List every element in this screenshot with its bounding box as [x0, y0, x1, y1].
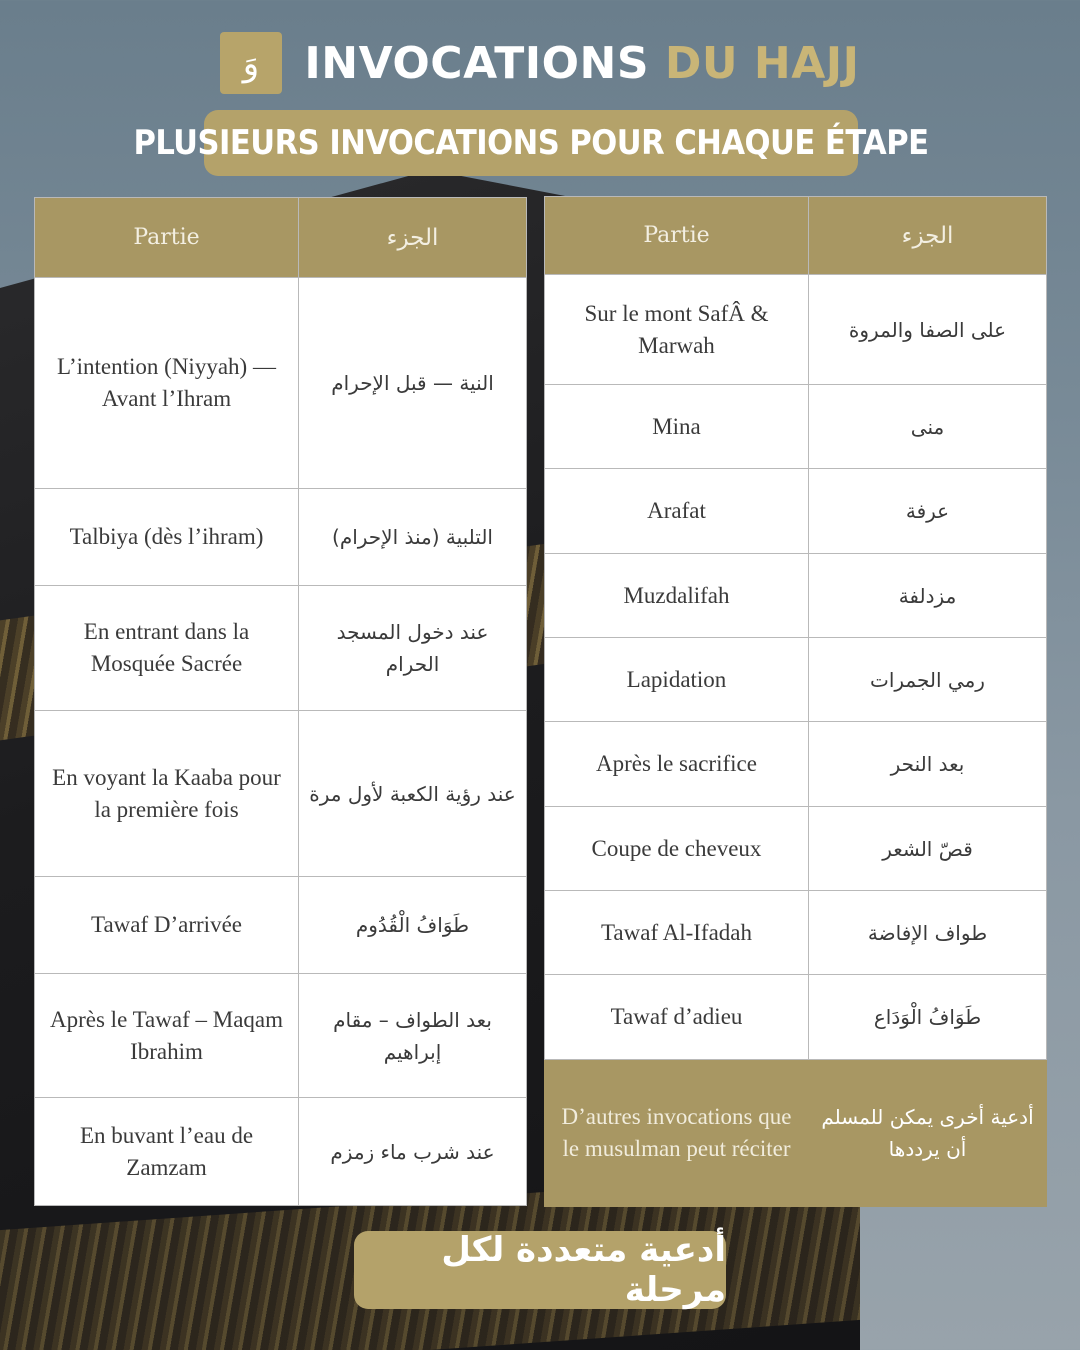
table-row — [35, 586, 527, 711]
table-row — [35, 711, 527, 877]
row-label-ar: عند رؤية الكعبة لأول مرة — [299, 711, 527, 877]
table-row — [545, 891, 1047, 975]
row-label-ar: طَوَافُ الْقُدُوم — [299, 877, 527, 974]
row-label-ar: طَوَافُ الْوَدَاع — [809, 975, 1047, 1060]
row-label-ar: على الصفا والمروة — [809, 275, 1047, 385]
row-label-fr: L’intention (Niyyah) — Avant l’Ihram — [35, 278, 299, 489]
column-header-fr: Partie — [545, 197, 809, 275]
row-label-fr: En buvant l’eau de Zamzam — [35, 1098, 299, 1206]
table-row — [545, 275, 1047, 385]
left-invocations-table — [34, 197, 527, 1206]
row-label-ar: مزدلفة — [809, 554, 1047, 638]
row-label-fr: Talbiya (dès l’ihram) — [35, 489, 299, 586]
page-header — [0, 30, 1080, 96]
title-main: INVOCATIONS — [304, 37, 650, 89]
row-label-fr: En entrant dans la Mosquée Sacrée — [35, 586, 299, 711]
logo-glyph-icon — [226, 38, 276, 88]
row-label-fr: Coupe de cheveux — [545, 807, 809, 891]
row-label-ar: قصّ الشعر — [809, 807, 1047, 891]
table-header-row — [35, 198, 527, 278]
title-accent: DU HAJJ — [664, 37, 860, 89]
column-header-fr: Partie — [35, 198, 299, 278]
table-row — [35, 1098, 527, 1206]
table-row — [545, 638, 1047, 722]
row-label-fr: Après le sacrifice — [545, 722, 809, 807]
row-label-fr: Tawaf Al-Ifadah — [545, 891, 809, 975]
right-invocations-table — [544, 196, 1047, 1207]
table-row — [545, 722, 1047, 807]
table-row — [35, 974, 527, 1098]
row-label-fr: Après le Tawaf – Maqam Ibrahim — [35, 974, 299, 1098]
row-label-fr: Lapidation — [545, 638, 809, 722]
table-row — [545, 807, 1047, 891]
row-label-fr: Muzdalifah — [545, 554, 809, 638]
row-label-fr: Mina — [545, 385, 809, 469]
row-label-ar: بعد النحر — [809, 722, 1047, 807]
row-label-ar: بعد الطواف – مقام إبراهيم — [299, 974, 527, 1098]
table-row — [35, 278, 527, 489]
table-header-row — [545, 197, 1047, 275]
column-header-ar: الجزء — [809, 197, 1047, 275]
row-label-ar: عند دخول المسجد الحرام — [299, 586, 527, 711]
page-title — [304, 38, 859, 89]
row-label-ar: التلبية (منذ الإحرام) — [299, 489, 527, 586]
footer-label-fr: D’autres invocations que le musulman peut réciter — [545, 1060, 809, 1207]
row-label-fr: Tawaf D’arrivée — [35, 877, 299, 974]
row-label-fr: Sur le mont SafÂ & Marwah — [545, 275, 809, 385]
row-label-fr: Arafat — [545, 469, 809, 554]
table-footer-row — [545, 1060, 1047, 1207]
table-row — [545, 469, 1047, 554]
footer-label-ar: أدعية أخرى يمكن للمسلم أن يرددها — [809, 1060, 1047, 1207]
subtitle-banner: PLUSIEURS INVOCATIONS POUR CHAQUE ÉTAPE — [204, 110, 858, 176]
table-row — [545, 554, 1047, 638]
table-row — [35, 489, 527, 586]
row-label-ar: رمي الجمرات — [809, 638, 1047, 722]
table-row — [545, 975, 1047, 1060]
column-header-ar: الجزء — [299, 198, 527, 278]
row-label-fr: En voyant la Kaaba pour la première fois — [35, 711, 299, 877]
row-label-ar: منى — [809, 385, 1047, 469]
row-label-ar: النية — قبل الإحرام — [299, 278, 527, 489]
row-label-ar: عرفة — [809, 469, 1047, 554]
svg-text:وَ: وَ — [243, 44, 260, 84]
row-label-ar: عند شرب ماء زمزم — [299, 1098, 527, 1206]
table-row — [35, 877, 527, 974]
brand-logo-icon — [220, 32, 282, 94]
bottom-banner: أدعية متعددة لكل مرحلة — [354, 1231, 726, 1309]
row-label-ar: طواف الإفاضة — [809, 891, 1047, 975]
table-row — [545, 385, 1047, 469]
row-label-fr: Tawaf d’adieu — [545, 975, 809, 1060]
